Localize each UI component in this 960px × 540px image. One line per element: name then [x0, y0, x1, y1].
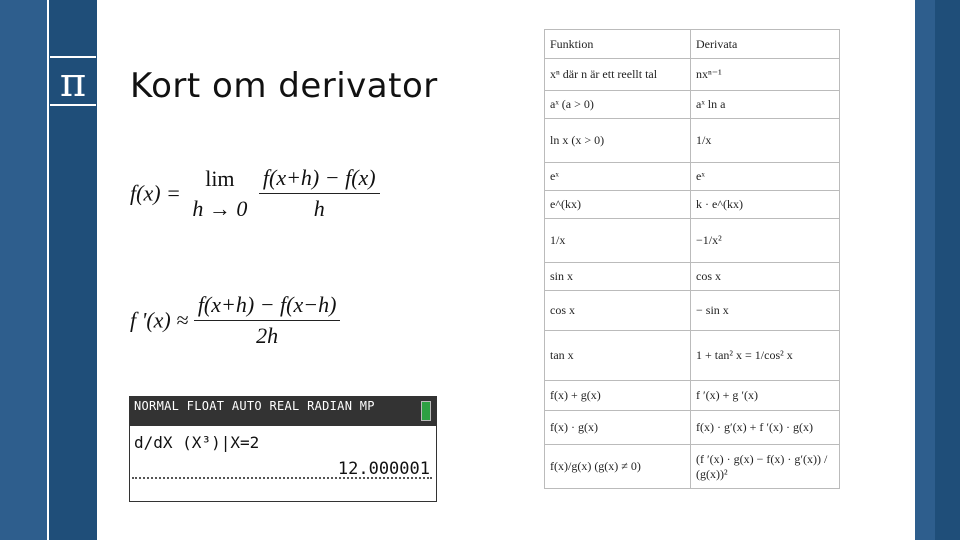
limit-denominator: h — [313, 196, 325, 221]
table-row — [545, 163, 840, 191]
calculator-status-bar — [130, 397, 436, 426]
cell-derivative: − sin x — [691, 291, 840, 331]
right-decor-bar-dark — [935, 0, 960, 540]
cell-derivative: aˣ ln a — [691, 91, 840, 119]
cell-function: eˣ — [545, 163, 691, 191]
calculator-expression: d/dX (X³)|X=2 — [134, 433, 260, 452]
cell-derivative: nxⁿ⁻¹ — [691, 59, 840, 91]
central-lhs: f '(x) ≈ — [130, 307, 189, 333]
pi-icon: π — [50, 56, 96, 106]
cell-function: e^(kx) — [545, 191, 691, 219]
limit-lhs: f(x) = — [130, 180, 181, 206]
cell-function: f(x)/g(x) (g(x) ≠ 0) — [545, 445, 691, 489]
slide-title: Kort om derivator — [130, 66, 438, 106]
cell-function: cos x — [545, 291, 691, 331]
limit-operator — [192, 166, 247, 222]
cell-function: f(x) · g(x) — [545, 411, 691, 445]
table-row — [545, 331, 840, 381]
cell-function: tan x — [545, 331, 691, 381]
central-fraction — [194, 292, 341, 349]
limit-definition-formula — [130, 165, 380, 222]
header-funktion: Funktion — [545, 30, 691, 59]
cell-function: sin x — [545, 263, 691, 291]
cell-derivative: cos x — [691, 263, 840, 291]
limit-numerator: f(x+h) − f(x) — [259, 165, 380, 194]
central-difference-formula — [130, 292, 340, 349]
limit-subscript: h → 0 — [192, 195, 248, 221]
table-row — [545, 411, 840, 445]
table-row — [545, 59, 840, 91]
calculator-status-text: NORMAL FLOAT AUTO REAL RADIAN MP — [134, 399, 375, 413]
table-row — [545, 381, 840, 411]
cell-derivative: 1 + tan² x = 1/cos² x — [691, 331, 840, 381]
cell-derivative: f ′(x) + g ′(x) — [691, 381, 840, 411]
cell-function: xⁿ där n är ett reellt tal — [545, 59, 691, 91]
cell-derivative: 1/x — [691, 119, 840, 163]
cell-derivative: (f ′(x) · g(x) − f(x) · g′(x)) / (g(x))² — [691, 445, 840, 489]
header-derivata: Derivata — [691, 30, 840, 59]
calculator-dotted-line — [132, 477, 432, 479]
table-row — [545, 91, 840, 119]
calculator-result: 12.000001 — [337, 459, 430, 479]
left-decor-bar — [0, 0, 47, 540]
central-denominator: 2h — [256, 323, 279, 348]
table-row — [545, 445, 840, 489]
central-numerator: f(x+h) − f(x−h) — [194, 292, 341, 321]
table-header-row — [545, 30, 840, 59]
cell-function: aˣ (a > 0) — [545, 91, 691, 119]
table-row — [545, 191, 840, 219]
limit-word: lim — [205, 165, 235, 191]
limit-fraction — [259, 165, 380, 222]
calculator-screen — [129, 396, 437, 502]
table-row — [545, 263, 840, 291]
right-decor-bar — [915, 0, 935, 540]
table-row — [545, 219, 840, 263]
derivative-table — [544, 29, 840, 489]
table-row — [545, 119, 840, 163]
cell-derivative: k · e^(kx) — [691, 191, 840, 219]
cell-derivative: −1/x² — [691, 219, 840, 263]
cell-function: 1/x — [545, 219, 691, 263]
cell-derivative: eˣ — [691, 163, 840, 191]
table-row — [545, 291, 840, 331]
battery-icon — [421, 401, 431, 421]
cell-function: f(x) + g(x) — [545, 381, 691, 411]
cell-function: ln x (x > 0) — [545, 119, 691, 163]
cell-derivative: f(x) · g′(x) + f ′(x) · g(x) — [691, 411, 840, 445]
